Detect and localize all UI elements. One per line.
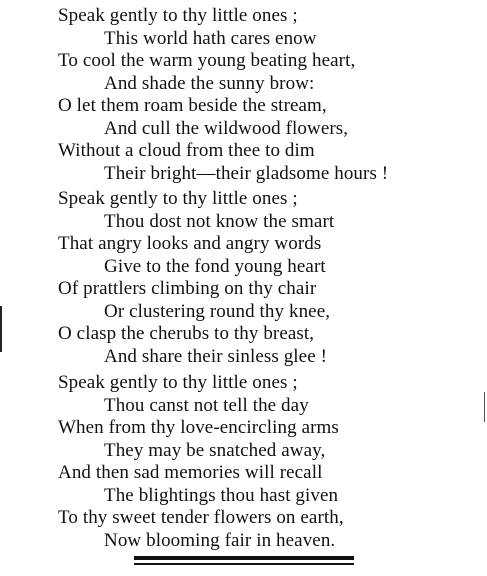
poem-line: To thy sweet tender flowers on earth, bbox=[58, 507, 344, 528]
poem-line: Speak gently to thy little ones ; bbox=[58, 5, 298, 26]
poem-line: Of prattlers climbing on thy chair bbox=[58, 278, 317, 299]
poem-line: O clasp the cherubs to thy breast, bbox=[58, 323, 315, 344]
poem-line: This world hath cares enow bbox=[104, 27, 317, 49]
poem-line: Speak gently to thy little ones ; bbox=[58, 188, 298, 209]
poem-line: And shade the sunny brow: bbox=[104, 72, 315, 94]
poem-line: Thou dost not know the smart bbox=[104, 210, 335, 232]
poem-line: And cull the wildwood flowers, bbox=[104, 117, 349, 139]
poem-line: Give to the fond young heart bbox=[104, 255, 326, 277]
poem-line: Or clustering round thy knee, bbox=[104, 300, 331, 322]
poem-line: O let them roam beside the stream, bbox=[58, 95, 327, 116]
poem-line: Speak gently to thy little ones ; bbox=[58, 372, 298, 393]
poem-line: They may be snatched away, bbox=[104, 439, 326, 461]
closing-rule-thick bbox=[134, 556, 354, 560]
poem-line: Their bright—their gladsome hours ! bbox=[104, 162, 389, 184]
poem-line: When from thy love-encircling arms bbox=[58, 417, 339, 438]
closing-rule-thin bbox=[134, 563, 354, 565]
poem-line: That angry looks and angry words bbox=[58, 233, 322, 254]
poem-line: To cool the warm young beating heart, bbox=[58, 50, 356, 71]
poem-line: Now blooming fair in heaven. bbox=[104, 529, 336, 551]
poem-line: The blightings thou hast given bbox=[104, 484, 339, 506]
poem-line: And share their sinless glee ! bbox=[104, 345, 328, 367]
left-margin-mark bbox=[0, 306, 2, 352]
poem-line: Without a cloud from thee to dim bbox=[58, 140, 315, 161]
poem-line: Thou canst not tell the day bbox=[104, 394, 309, 416]
poem-line: And then sad memories will recall bbox=[58, 462, 323, 483]
right-margin-mark bbox=[484, 392, 485, 422]
